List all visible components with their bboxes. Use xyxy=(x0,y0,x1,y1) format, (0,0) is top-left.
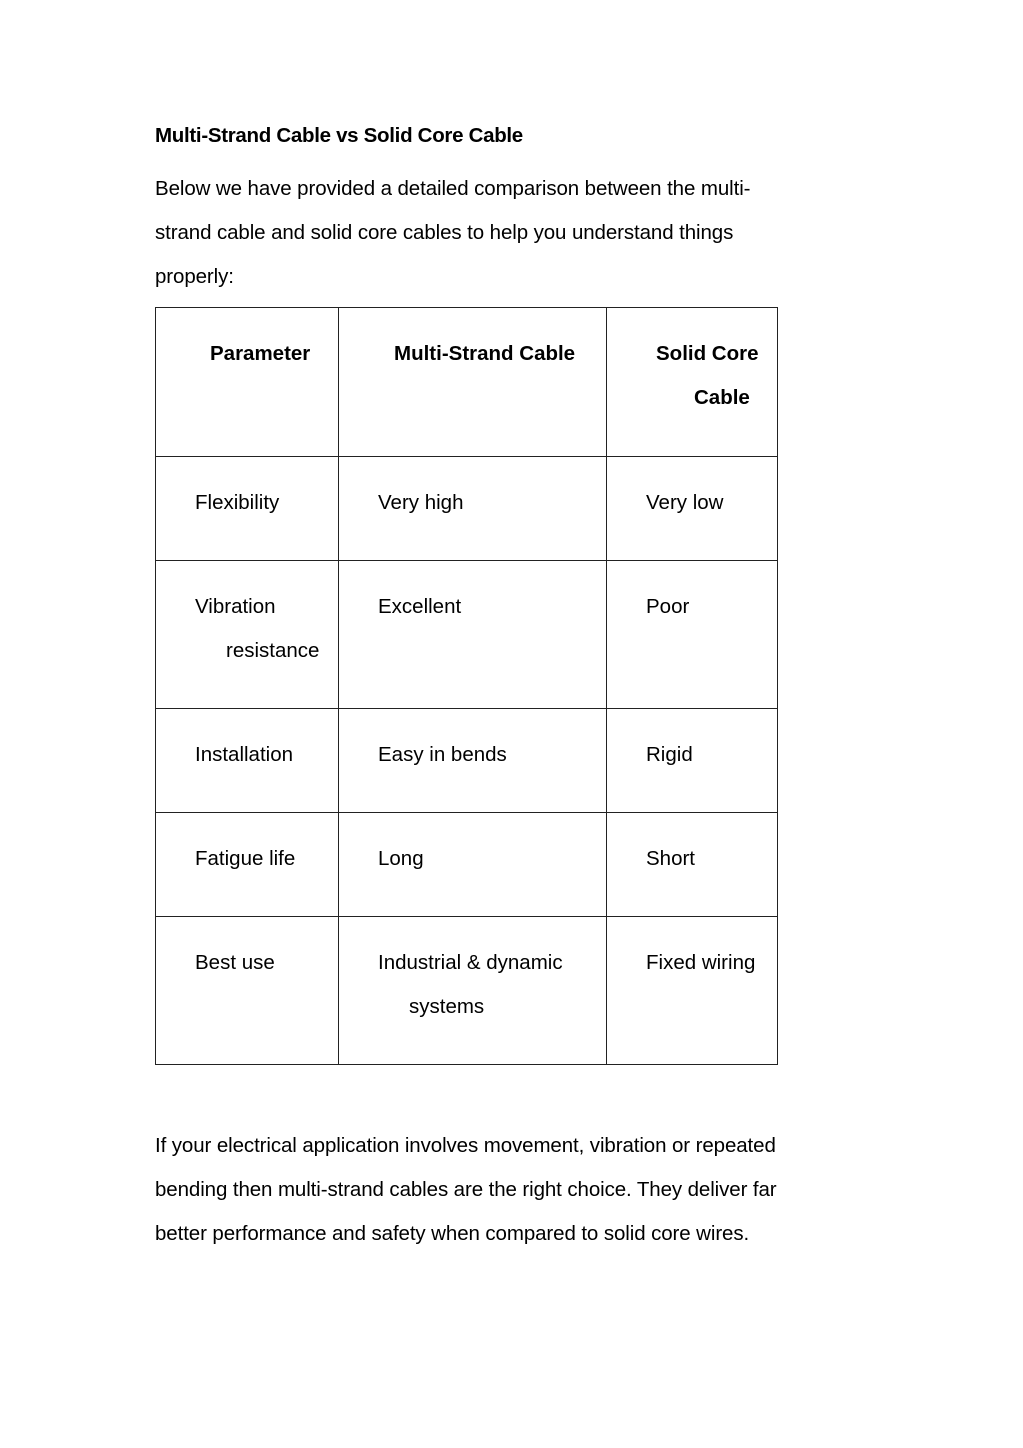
conclusion-line: If your electrical application involves movement, vibration or repeated xyxy=(155,1134,776,1157)
intro-line: Below we have provided a detailed comparison between the multi- xyxy=(155,177,751,200)
cell-text: resistance xyxy=(226,639,320,662)
conclusion-paragraph xyxy=(155,1124,777,1256)
table-row xyxy=(156,457,778,561)
cell-text: Best use xyxy=(195,951,275,974)
table-cell xyxy=(339,561,607,709)
cell-text: Very low xyxy=(646,491,724,514)
cell-text: systems xyxy=(409,995,485,1018)
cell-text: Excellent xyxy=(378,595,462,618)
table-cell xyxy=(156,561,339,709)
header-label: Solid Core xyxy=(656,342,759,365)
cell-text: Vibration xyxy=(195,595,276,618)
header-cell-parameter xyxy=(156,308,339,457)
header-label: Multi-Strand Cable xyxy=(394,342,576,365)
header-cell-solid-core xyxy=(607,308,778,457)
table-row xyxy=(156,813,778,917)
table-cell xyxy=(156,917,339,1065)
conclusion-line: bending then multi-strand cables are the right choice. They deliver far xyxy=(155,1178,777,1201)
table-cell xyxy=(607,813,778,917)
intro-paragraph xyxy=(155,167,750,299)
cell-text: Easy in bends xyxy=(378,743,507,766)
table-cell xyxy=(339,917,607,1065)
table-cell xyxy=(156,709,339,813)
table-cell xyxy=(607,457,778,561)
header-label: Cable xyxy=(694,386,750,409)
cell-text: Installation xyxy=(195,743,294,766)
document-title: Multi-Strand Cable vs Solid Core Cable xyxy=(155,124,523,147)
table-cell xyxy=(339,709,607,813)
cell-text: Rigid xyxy=(646,743,693,766)
intro-line: strand cable and solid core cables to help you understand things xyxy=(155,221,734,244)
cell-text: Fatigue life xyxy=(195,847,296,870)
table-cell xyxy=(156,457,339,561)
header-cell-multi-strand xyxy=(339,308,607,457)
cell-text: Very high xyxy=(378,491,464,514)
cell-text: Fixed wiring xyxy=(646,951,756,974)
table-cell xyxy=(339,457,607,561)
cell-text: Industrial & dynamic xyxy=(378,951,563,974)
table-cell xyxy=(339,813,607,917)
cell-text: Short xyxy=(646,847,695,870)
comparison-table xyxy=(155,307,778,1065)
table-cell xyxy=(607,561,778,709)
table-row xyxy=(156,917,778,1065)
intro-line: properly: xyxy=(155,265,234,288)
table-header-row xyxy=(156,308,778,457)
table-cell xyxy=(607,709,778,813)
cell-text: Flexibility xyxy=(195,491,280,514)
cell-text: Poor xyxy=(646,595,690,618)
header-label: Parameter xyxy=(210,342,311,365)
conclusion-line: better performance and safety when compared to solid core wires. xyxy=(155,1222,750,1245)
table-row xyxy=(156,561,778,709)
cell-text: Long xyxy=(378,847,424,870)
table-row xyxy=(156,709,778,813)
table-cell xyxy=(607,917,778,1065)
table-cell xyxy=(156,813,339,917)
